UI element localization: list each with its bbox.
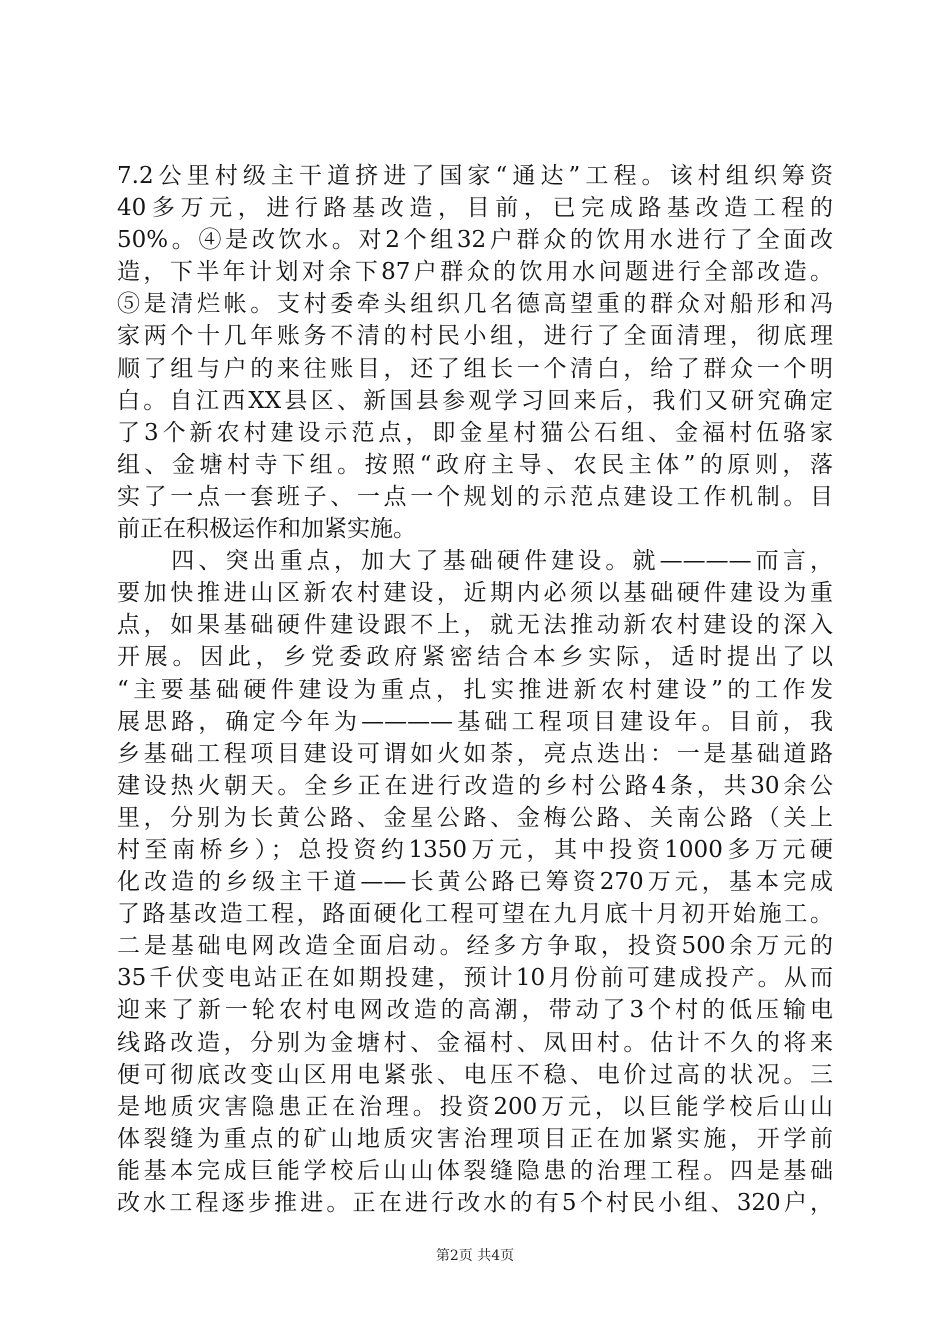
page-footer: 第2页 共4页: [435, 1248, 515, 1264]
text-line: 造，下半年计划对余下87户群众的饮用水问题进行全部改造。: [117, 259, 833, 286]
text-line: “主要基础硬件建设为重点，扎实推进新农村建设”的工作发: [117, 676, 833, 703]
text-line: 50%。④是改饮水。对2个组32户群众的饮用水进行了全面改: [117, 227, 833, 254]
text-line: 化改造的乡级主干道——长黄公路已筹资270万元，基本完成: [117, 869, 833, 896]
text-line: 顺了组与户的来往账目，还了组长一个清白，给了群众一个明: [117, 355, 833, 382]
text-line: 是地质灾害隐患正在治理。投资200万元，以巨能学校后山山: [117, 1093, 833, 1120]
text-line: 前正在积极运作和加紧实施。: [117, 516, 416, 543]
text-line: ⑤是清烂帐。支村委牵头组织几名德高望重的群众对船形和冯: [117, 291, 833, 318]
text-line: 实了一点一套班子、一点一个规划的示范点建设工作机制。目: [117, 483, 833, 510]
text-line: 村至南桥乡）；总投资约1350万元，其中投资1000多万元硬: [117, 836, 833, 863]
text-line: 了3个新农村建设示范点，即金星村猫公石组、金福村伍骆家: [117, 419, 833, 446]
text-line: 里，分别为长黄公路、金星公路、金梅公路、关南公路（关上: [117, 804, 833, 831]
text-line: 乡基础工程项目建设可谓如火如荼，亮点迭出：一是基础道路: [117, 740, 833, 767]
text-line: 要加快推进山区新农村建设，近期内必须以基础硬件建设为重: [117, 580, 833, 607]
text-line: 开展。因此，乡党委政府紧密结合本乡实际，适时提出了以: [117, 644, 833, 671]
body-text: [117, 160, 833, 1219]
text-line: 改水工程逐步推进。正在进行改水的有5个村民小组、320户，: [117, 1190, 833, 1216]
text-line: 40多万元，进行路基改造，目前，已完成路基改造工程的: [117, 195, 833, 222]
text-line: 白。自江西XX县区、新国县参观学习回来后，我们又研究确定: [117, 387, 833, 414]
text-line: 建设热火朝天。全乡正在进行改造的乡村公路4条，共30余公: [117, 772, 833, 799]
text-line: 家两个十几年账务不清的村民小组，进行了全面清理，彻底理: [117, 323, 833, 350]
text-line: 线路改造，分别为金塘村、金福村、凤田村。估计不久的将来: [117, 1029, 833, 1056]
text-line: 迎来了新一轮农村电网改造的高潮，带动了3个村的低压输电: [117, 997, 833, 1024]
text-line: 组、金塘村寺下组。按照“政府主导、农民主体”的原则，落: [117, 451, 833, 478]
text-line: 35千伏变电站正在如期投建，预计10月份前可建成投产。从而: [117, 965, 833, 992]
text-line: 便可彻底改变山区用电紧张、电压不稳、电价过高的状况。三: [117, 1061, 833, 1088]
text-line: 展思路，确定今年为————基础工程项目建设年。目前，我: [117, 708, 833, 735]
text-line: 二是基础电网改造全面启动。经多方争取，投资500余万元的: [117, 933, 833, 960]
text-line: 体裂缝为重点的矿山地质灾害治理项目正在加紧实施，开学前: [117, 1125, 833, 1152]
text-line: 点，如果基础硬件建设跟不上，就无法推动新农村建设的深入: [117, 612, 833, 639]
text-line: 能基本完成巨能学校后山山体裂缝隐患的治理工程。四是基础: [117, 1157, 833, 1184]
text-line: 7.2公里村级主干道挤进了国家“通达”工程。该村组织筹资: [117, 163, 833, 189]
text-line: 四、突出重点，加大了基础硬件建设。就————而言，: [117, 548, 833, 575]
text-line: 了路基改造工程，路面硬化工程可望在九月底十月初开始施工。: [117, 901, 833, 928]
